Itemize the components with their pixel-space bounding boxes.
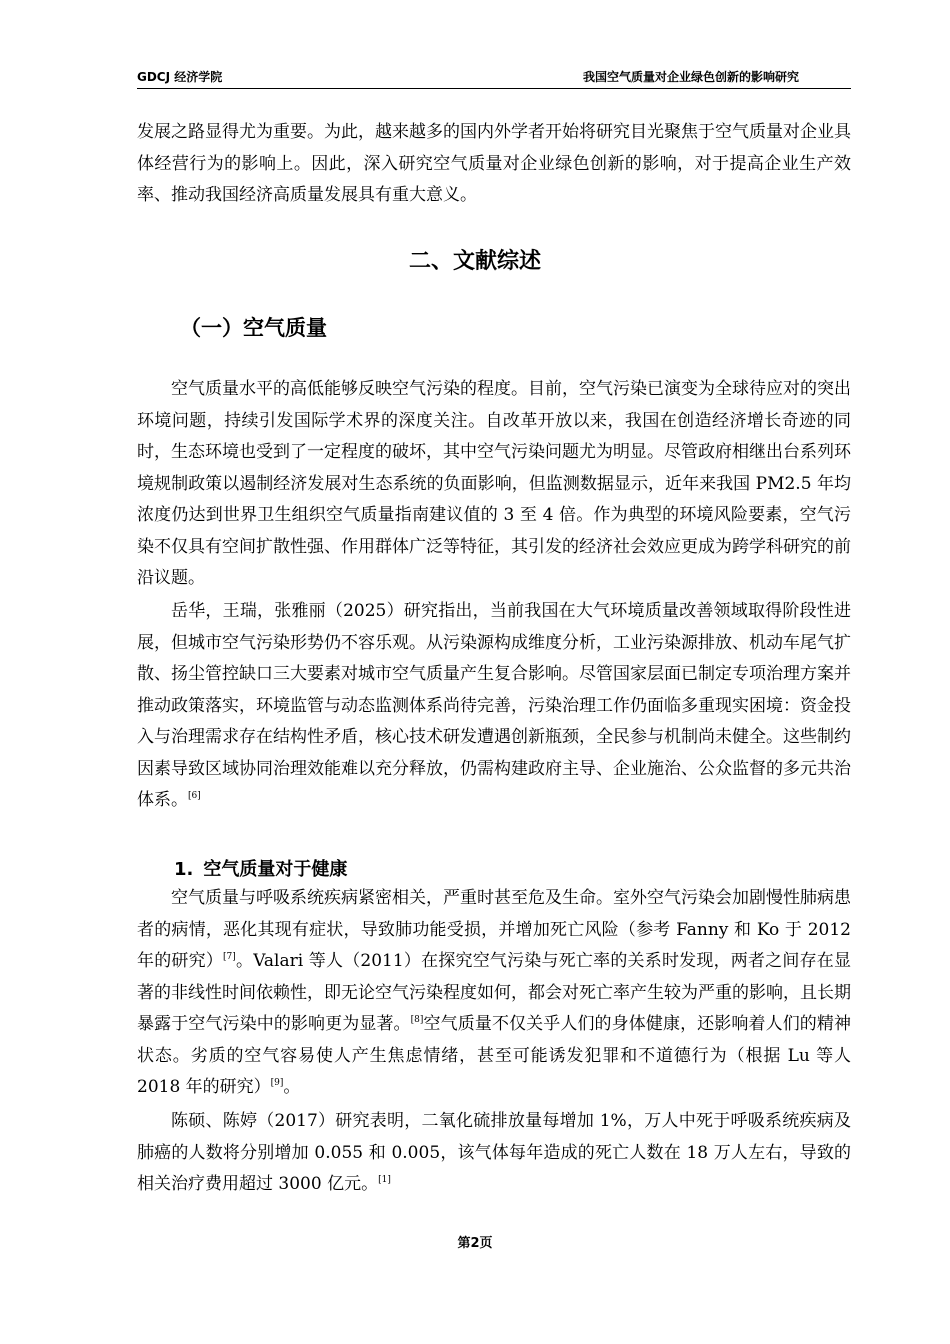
citation-ref: [8] xyxy=(410,1015,424,1025)
subheading-number: 1. xyxy=(174,859,194,880)
paragraph-text: 空气质量不仅关乎人们的身体健康，还影响着人们的精神状态。劣质的空气容易使人产生焦虑情绪，甚至可能诱发犯罪和不道德行为（根据 Lu 等人 2018 年的研究） xyxy=(137,1014,852,1097)
header-school: GDCJ 经济学院 xyxy=(137,70,223,84)
citation-ref: [7] xyxy=(223,952,236,962)
page-number: 第2页 xyxy=(457,1236,493,1251)
paragraph-yue-hua xyxy=(137,596,851,817)
subheading-health xyxy=(174,855,347,881)
paragraph-air-quality: 空气质量水平的高低能够反映空气污染的程度。目前，空气污染已演变为全球待应对的突出环境问题，持续引发国际学术界的深度关注。自改革开放以来，我国在创造经济增长奇迹的同时，生态环境也受到了一定程度的破坏，其中空气污染问题尤为明显。尽管政府相继出台系列环境规制政策以遏制经济发展对生态系统的负面影响，但监测数据显示，近年来我国 PM2.5 年均浓度仍达到世界卫生组织空气质量指南建议值的 3 至 4 倍。作为典型的环境风险要素，空气污染不仅具有空间扩散性强、作用群体广泛等特征，其引发的经济社会效应更成为跨学科研究的前沿议题。 xyxy=(137,379,851,588)
intro-paragraph: 发展之路显得尤为重要。为此，越来越多的国内外学者开始将研究目光聚焦于空气质量对企业具体经营行为的影响上。因此，深入研究空气质量对企业绿色创新的影响，对于提高企业生产效率、推动我国经济高质量发展具有重大意义。 xyxy=(137,122,851,205)
subheading-title: 空气质量对于健康 xyxy=(203,859,348,880)
paragraph-text: 空气质量与呼吸系统疾病紧密相关，严重时甚至危及生命。室外空气污染会加剧慢性肺病患者的病情，恶化其现有症状，导致肺功能受损，并增加死亡风险（参考 Fanny 和 Ko 于 2012 年的研究） xyxy=(137,888,851,971)
header-title: 我国空气质量对企业绿色创新的影响研究 xyxy=(582,70,799,84)
citation-ref: [1] xyxy=(378,1175,391,1185)
subsection-title: （一）空气质量 xyxy=(180,316,327,340)
paragraph-chen-shuo xyxy=(137,1106,851,1201)
paragraph-text: 。Valari 等人（2011）在探究空气污染与死亡率的关系时发现，两者之间存在显著的非线性时间依赖性，即无论空气污染程度如何，都会对死亡率产生较为严重的影响，且长期暴露于空气污染中的影响更为显著。 xyxy=(137,951,852,1034)
page-header xyxy=(137,66,851,89)
paragraph-health xyxy=(137,883,851,1104)
citation-ref: [6] xyxy=(188,791,201,801)
paragraph-text: 。 xyxy=(283,1077,301,1097)
paragraph-text: 陈硕、陈婷（2017）研究表明，二氧化硫排放量每增加 1%，万人中死于呼吸系统疾病及肺癌的人数将分别增加 0.055 和 0.005，该气体每年造成的死亡人数在 18 万人左右，导致的相关治疗费用超过 3000 亿元。 xyxy=(137,1111,851,1194)
citation-ref: [9] xyxy=(270,1078,284,1088)
paragraph-text: 岳华，王瑞，张雅丽（2025）研究指出，当前我国在大气环境质量改善领域取得阶段性进展，但城市空气污染形势仍不容乐观。从污染源构成维度分析，工业污染源排放、机动车尾气扩散、扬尘管控缺口三大要素对城市空气质量产生复合影响。尽管国家层面已制定专项治理方案并推动政策落实，环境监管与动态监测体系尚待完善，污染治理工作仍面临多重现实困境：资金投入与治理需求存在结构性矛盾，核心技术研发遭遇创新瓶颈，全民参与机制尚未健全。这些制约因素导致区域协同治理效能难以充分释放，仍需构建政府主导、企业施治、公众监督的多元共治体系。 xyxy=(137,601,851,810)
section-title: 二、文献综述 xyxy=(408,249,541,274)
